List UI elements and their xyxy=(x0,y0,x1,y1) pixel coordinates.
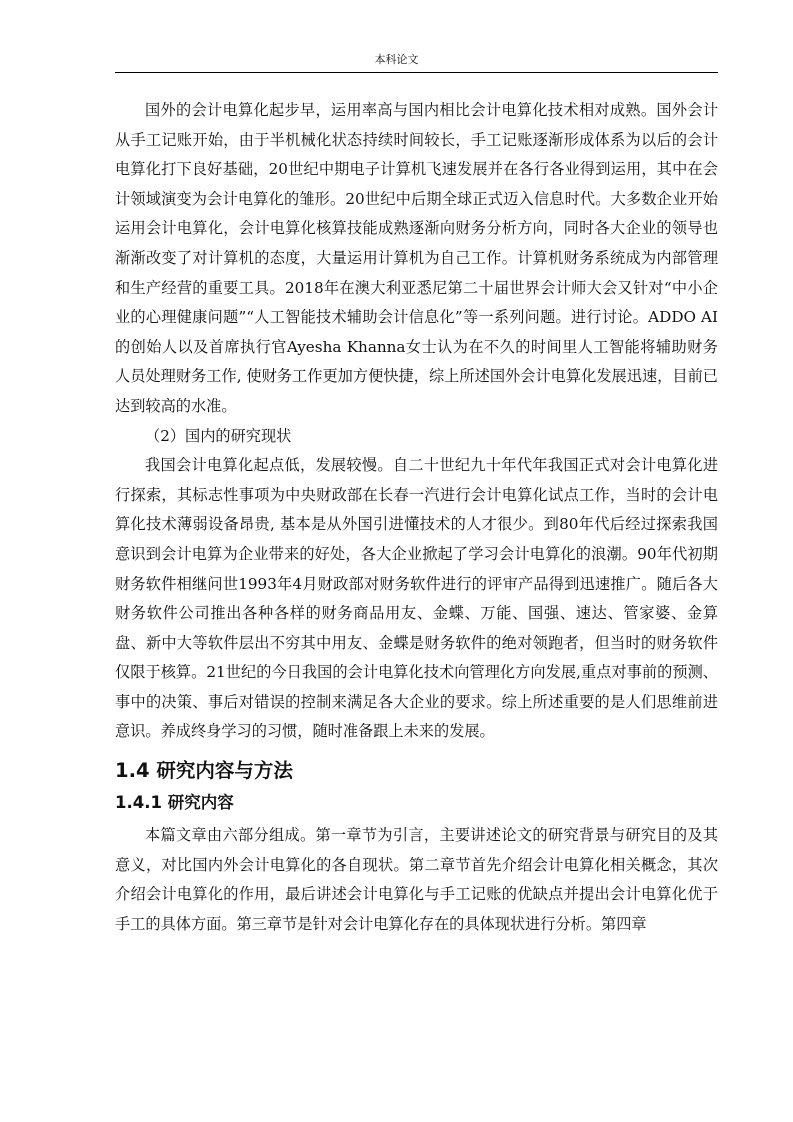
header-divider xyxy=(115,72,718,73)
document-body xyxy=(115,96,718,939)
paragraph-foreign-status: 国外的会计电算化起步早，运用率高与国内相比会计电算化技术相对成熟。国外会计从手工记账开始，由于半机械化状态持续时间较长，手工记账逐渐形成体系为以后的会计电算化打下良好基础，20世纪中期电子计算机飞速发展并在各行各业得到运用，其中在会计领域演变为会计电算化的雏形。20世纪中后期全球正式迈入信息时代。大多数企业开始运用会计电算化，会计电算化核算技能成熟逐渐向财务分析方向，同时各大企业的领导也渐渐改变了对计算机的态度，大量运用计算机为自己工作。计算机财务系统成为内部管理和生产经营的重要工具。2018年在澳大利亚悉尼第二十届世界会计师大会又针对“中小企业的心理健康问题”“人工智能技术辅助会计信息化”等一系列问题。进行讨论。ADDO AI的创始人以及首席执行官Ayesha Khanna女士认为在不久的时间里人工智能将辅助财务人员处理财务工作, 使财务工作更加方便快捷，综上所述国外会计电算化发展迅速，目前已达到较高的水准。 xyxy=(115,101,718,415)
paragraph-research-content: 本篇文章由六部分组成。第一章节为引言，主要讲述论文的研究背景与研究目的及其意义，对比国内外会计电算化的各自现状。第二章节首先介绍会计电算化相关概念，其次介绍会计电算化的作用，最后讲述会计电算化与手工记账的优缺点并提出会计电算化优于手工的具体方面。第三章节是针对会计电算化存在的具体现状进行分析。第四章 xyxy=(115,826,718,933)
section-heading: 1.4 研究内容与方法 xyxy=(115,759,293,783)
page-header: 本科论文 xyxy=(374,53,419,66)
paragraph-domestic-status: 我国会计电算化起点低，发展较慢。自二十世纪九十年代年我国正式对会计电算化进行探索，其标志性事项为中央财政部在长春一汽进行会计电算化试点工作，当时的会计电算化技术薄弱设备昂贵, 基本是从外国引进懂技术的人才很少。到80年代后经过探索我国意识到会计电算为企业带来的好处，各大企业掀起了学习会计电算化的浪潮。90年代初期财务软件相继问世1993年4月财政部对财务软件进行的评审产品得到迅速推广。随后各大财务软件公司推出各种各样的财务商品用友、金蝶、万能、国强、速达、管家婆、金算盘、新中大等软件层出不穷其中用友、金蝶是财务软件的绝对领跑者，但当时的财务软件仅限于核算。21世纪的今日我国的会计电算化技术向管理化方向发展,重点对事前的预测、事中的决策、事后对错误的控制来满足各大企业的要求。综上所述重要的是人们思维前进意识。养成终身学习的习惯，随时准备跟上未来的发展。 xyxy=(115,456,718,741)
subsection-heading: 1.4.1 研究内容 xyxy=(115,793,234,813)
subheading-domestic-status: （2）国内的研究现状 xyxy=(145,426,292,445)
